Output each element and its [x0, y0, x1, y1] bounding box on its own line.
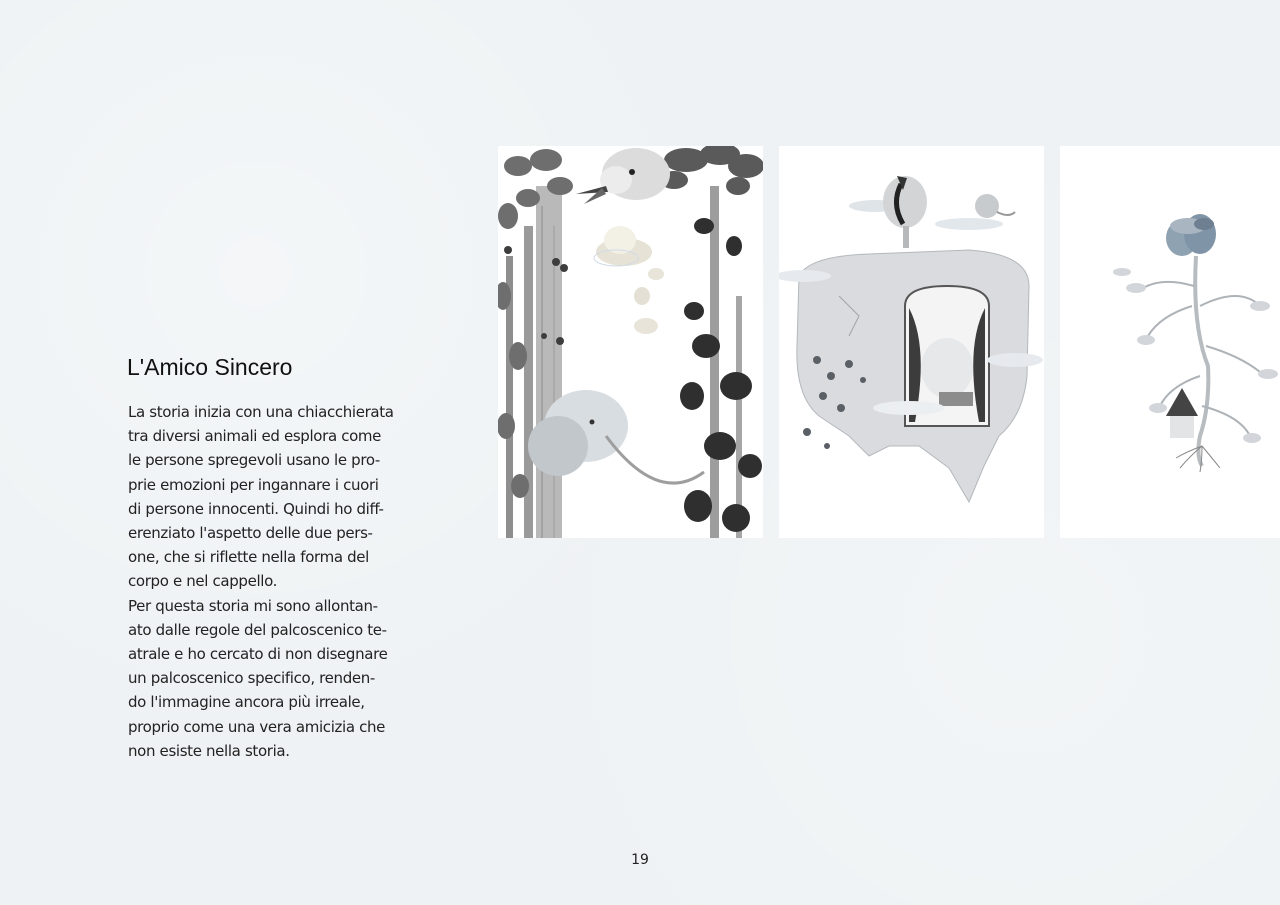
body-line: tra diversi animali ed esplora come [128, 427, 382, 446]
body-line: do l'immagine ancora più irreale, [128, 693, 365, 712]
body-line: corpo e nel cappello. [128, 572, 278, 591]
body-line: one, che si riflette nella forma del [128, 548, 370, 567]
body-line: non esiste nella storia. [128, 741, 290, 760]
body-line: Per questa storia mi sono allontan- [128, 596, 378, 615]
body-line: La storia inizia con una chiacchierata [128, 403, 394, 421]
body-text [128, 400, 394, 763]
page-title: L'Amico Sincero [127, 354, 293, 380]
body-line: erenziato l'aspetto delle due pers- [128, 524, 373, 543]
body-line: atrale e ho cercato di non disegnare [128, 645, 388, 664]
body-line: ato dalle regole del palcoscenico te- [128, 620, 387, 639]
body-line: di persone innocenti. Quindi ho diff- [128, 499, 384, 518]
body-line: le persone spregevoli usano le pro- [128, 451, 380, 470]
illustration-forest-bird [498, 146, 763, 538]
body-line: proprio come una vera amicizia che [128, 717, 386, 736]
body-line: un palcoscenico specifico, renden- [128, 669, 375, 688]
illustration-floating-rock [779, 146, 1044, 538]
body-line: prie emozioni per ingannare i cuori [128, 475, 379, 494]
illustration-blue-flower-plant [1060, 146, 1280, 538]
page-number: 19 [631, 852, 649, 868]
